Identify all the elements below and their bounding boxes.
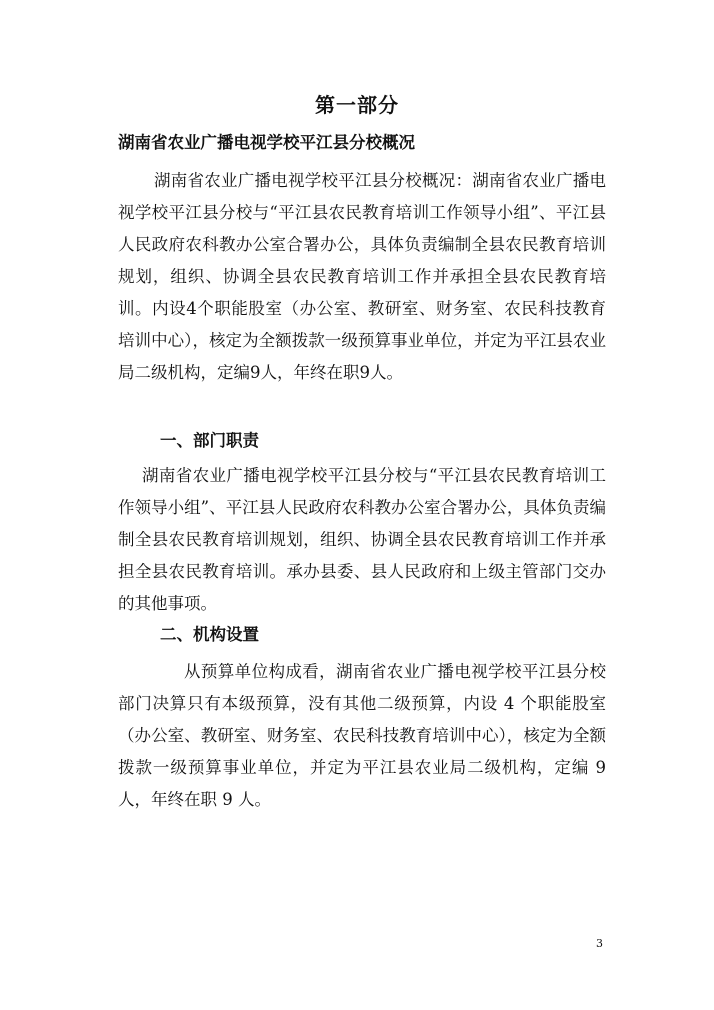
overview-paragraph: 湖南省农业广播电视学校平江县分校概况：湖南省农业广播电视学校平江县分校与“平江县农民教育培训工作领导小组”、平江县人民政府农科教办公室合署办公，具体负责编制全县农民教育培训规划，组织、协调全县农民教育培训工作并承担全县农民教育培训。内设4个职能股室（办公室、教研室、财务室、农民科技教育培训中心），核定为全额拨款一级预算事业单位，并定为平江县农业局二级机构，定编9人，年终在职9人。 [118, 171, 606, 382]
section-subtitle: 湖南省农业广播电视学校平江县分校概况 [118, 133, 415, 152]
duties-paragraph: 湖南省农业广播电视学校平江县分校与“平江县农民教育培训工作领导小组”、平江县人民政府农科教办公室合署办公，具体负责编制全县农民教育培训规划，组织、协调全县农民教育培训工作并承担全县农民教育培训。承办县委、县人民政府和上级主管部门交办的其他事项。 [118, 466, 606, 613]
page-number: 3 [596, 937, 603, 950]
heading-department-duties: 一、部门职责 [160, 431, 259, 450]
structure-paragraph: 从预算单位构成看，湖南省农业广播电视学校平江县分校部门决算只有本级预算，没有其他二级预算，内设 4 个职能股室（办公室、教研室、财务室、农民科技教育培训中心），核定为全额拨款一级预算事业单位，并定为平江县农业局二级机构，定编 9 人，年终在职 9 人。 [118, 662, 606, 809]
page-title: 第一部分 [315, 93, 399, 117]
heading-organization-structure: 二、机构设置 [160, 625, 259, 644]
